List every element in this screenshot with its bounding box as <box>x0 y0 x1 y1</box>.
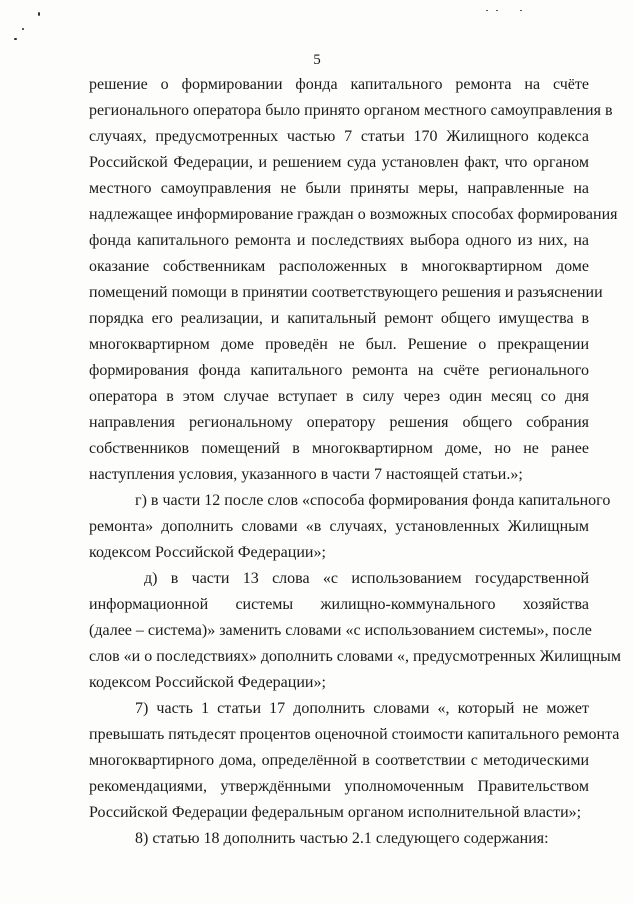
text-line: случаях, предусмотренных частью 7 статьи 170 Жилищного кодекса <box>89 128 589 145</box>
text-line: формирования фонда капитального ремонта на счёте регионального <box>89 362 589 379</box>
scan-speck <box>496 10 498 11</box>
text-line: г) в части 12 после слов «способа формирования фонда капитального <box>135 492 611 509</box>
text-line: 7) часть 1 статьи 17 дополнить словами «, который не может <box>135 700 589 717</box>
text-line: ремонта» дополнить словами «в случаях, установленных Жилищным <box>89 518 589 535</box>
text-line: Российской Федерации федеральным органом исполнительной власти»; <box>89 804 582 821</box>
text-line: местного самоуправления не были приняты меры, направленные на <box>89 180 589 197</box>
text-line: регионального оператора было принято органом местного самоуправления в <box>89 102 613 119</box>
page-number: 5 <box>313 52 321 68</box>
text-line: собственников помещений в многоквартирном доме, но не ранее <box>89 440 589 457</box>
text-line: оператора в этом случае вступает в силу через один месяц со дня <box>89 388 589 405</box>
text-line: кодексом Российской Федерации»; <box>89 674 326 691</box>
text-line: кодексом Российской Федерации»; <box>89 544 326 561</box>
text-line: порядка его реализации, и капитальный ремонт общего имущества в <box>89 310 589 327</box>
text-line: д) в части 13 слова «с использованием государственной <box>144 570 589 587</box>
text-line: многоквартирного дома, определённой в соответствии с методическими <box>89 752 589 769</box>
scan-speck <box>22 28 24 30</box>
text-line: Российской Федерации, и решением суда установлен факт, что органом <box>89 154 589 171</box>
text-line: оказание собственникам расположенных в многоквартирном доме <box>89 258 589 275</box>
text-line: надлежащее информирование граждан о возможных способах формирования <box>89 206 618 223</box>
scan-speck <box>520 10 522 11</box>
text-line: многоквартирном доме проведён не был. Решение о прекращении <box>89 336 589 353</box>
text-line: слов «и о последствиях» дополнить словами «, предусмотренных Жилищным <box>89 648 621 665</box>
text-line: решение о формировании фонда капитального ремонта на счёте <box>89 76 589 93</box>
text-line: помещений помощи в принятии соответствующего решения и разъяснении <box>89 284 603 301</box>
text-line: 8) статью 18 дополнить частью 2.1 следующего содержания: <box>135 830 549 847</box>
text-line: направления региональному оператору решения общего собрания <box>89 414 589 431</box>
text-line: (далее – система)» заменить словами «с использованием системы», после <box>89 622 592 639</box>
scan-speck <box>14 38 17 40</box>
text-line: рекомендациями, утверждёнными уполномоченным Правительством <box>89 778 589 795</box>
text-line: информационной системы жилищно-коммунального хозяйства <box>89 596 589 613</box>
scan-speck <box>486 10 488 11</box>
text-line: наступления условия, указанного в части 7 настоящей статьи.»; <box>89 466 523 483</box>
text-line: превышать пятьдесят процентов оценочной стоимости капитального ремонта <box>89 726 620 743</box>
text-line: фонда капитального ремонта и последствиях выбора одного из них, на <box>89 232 589 249</box>
scan-speck <box>38 12 40 16</box>
document-body <box>89 72 621 852</box>
